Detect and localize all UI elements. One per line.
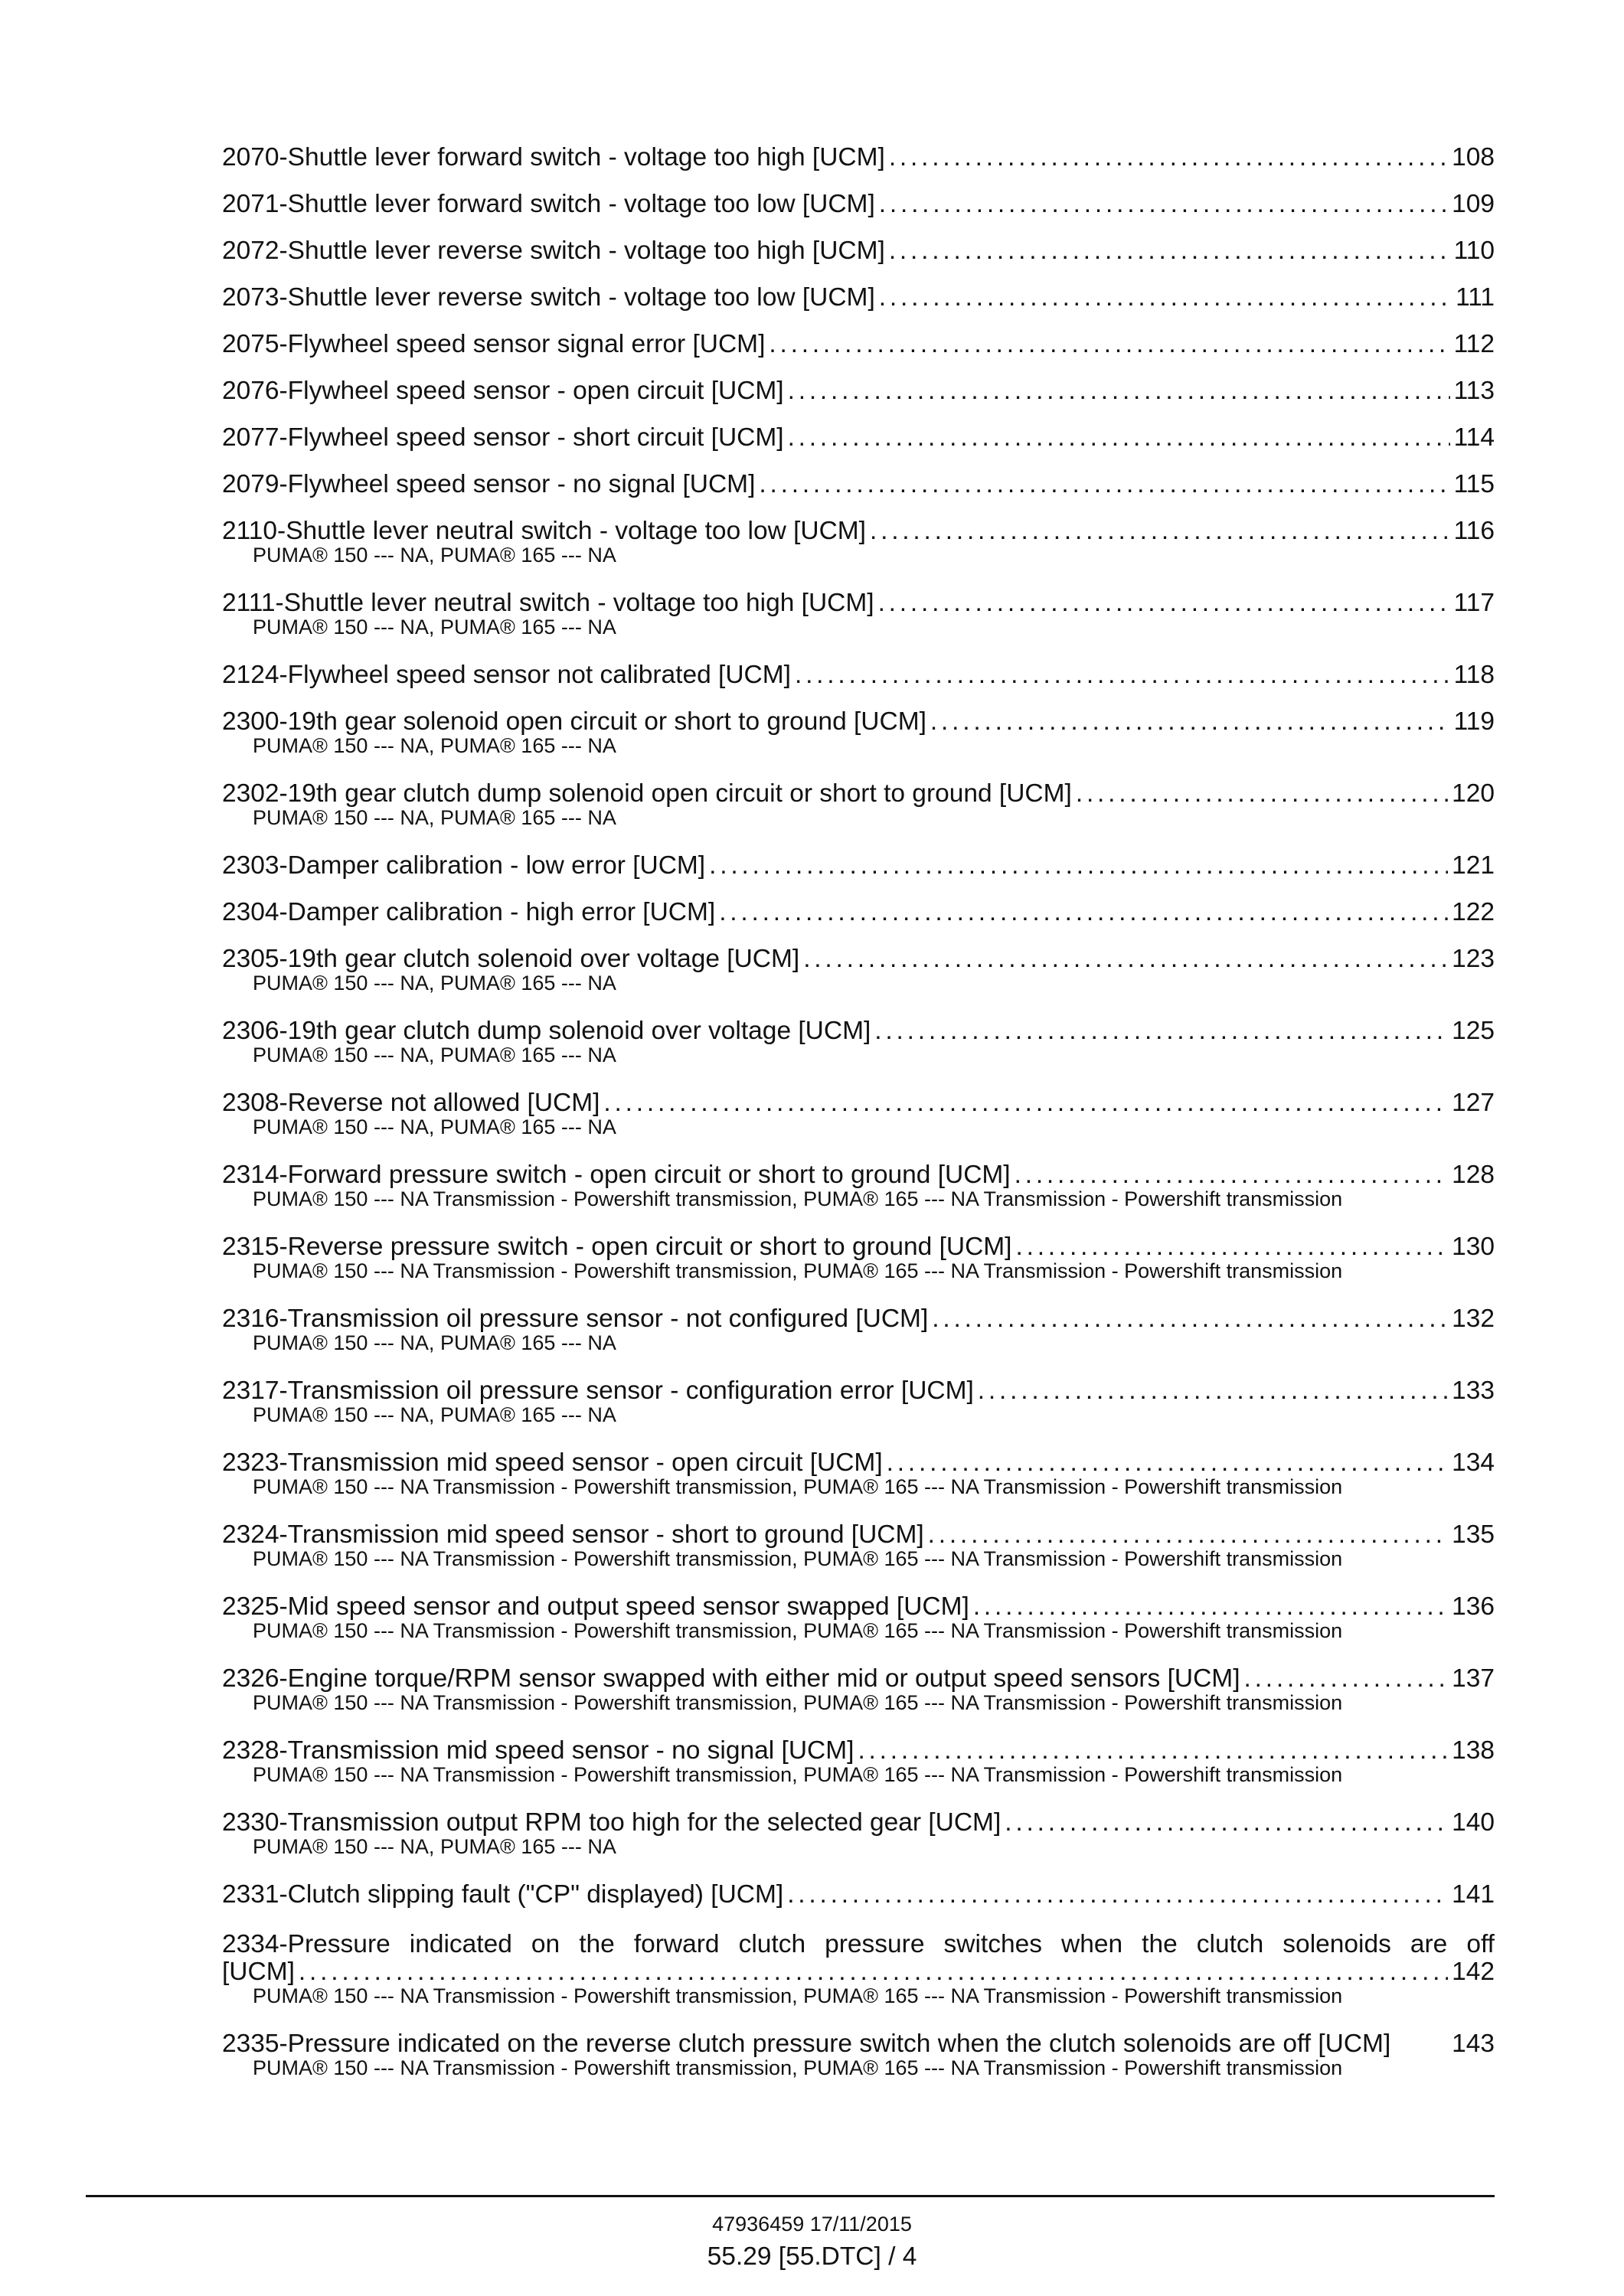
toc-entry[interactable] bbox=[222, 423, 1495, 452]
toc-entry-title: 2111-Shuttle lever neutral switch - voltage too high [UCM] bbox=[222, 589, 874, 617]
toc-entry[interactable] bbox=[222, 1379, 1495, 1428]
toc-dot-leader bbox=[874, 1019, 1448, 1043]
toc-dot-leader bbox=[878, 591, 1450, 615]
toc-entry-applicability: PUMA® 150 --- NA Transmission - Powershift transmission, PUMA® 165 --- NA Transmission - Powershift transmission bbox=[253, 1763, 1343, 1786]
toc-dot-leader bbox=[858, 1739, 1448, 1762]
toc-entry[interactable] bbox=[222, 947, 1495, 996]
toc-entry[interactable] bbox=[222, 1880, 1495, 1909]
toc-entry[interactable] bbox=[222, 192, 1495, 216]
toc-dot-leader bbox=[930, 710, 1450, 733]
toc-entry[interactable] bbox=[222, 332, 1495, 356]
toc-entry[interactable] bbox=[222, 851, 1495, 880]
toc-entry[interactable] bbox=[222, 779, 1495, 831]
toc-entry-line bbox=[222, 779, 1495, 808]
toc-entry-line bbox=[222, 239, 1495, 263]
toc-entry-page-number: 136 bbox=[1452, 1592, 1495, 1621]
toc-entry-line bbox=[222, 1379, 1495, 1403]
toc-entry-title: 2316-Transmission oil pressure sensor - not configured [UCM] bbox=[222, 1305, 929, 1333]
toc-dot-leader bbox=[759, 472, 1449, 496]
toc-entry-page-number: 111 bbox=[1456, 283, 1495, 312]
toc-entry[interactable] bbox=[222, 1448, 1495, 1500]
toc-entry[interactable] bbox=[222, 1307, 1495, 1356]
toc-entry-applicability: PUMA® 150 --- NA, PUMA® 165 --- NA bbox=[253, 616, 616, 639]
toc-entry-page-number: 135 bbox=[1452, 1520, 1495, 1549]
toc-entry-line bbox=[222, 379, 1495, 403]
toc-entry-page-number: 143 bbox=[1452, 2030, 1495, 2058]
footer-document-reference: 47936459 17/11/2015 bbox=[712, 2213, 912, 2236]
toc-entry-title: 2331-Clutch slipping fault ("CP" displayed) [UCM] bbox=[222, 1880, 784, 1909]
toc-entry-title: 2124-Flywheel speed sensor not calibrated [UCM] bbox=[222, 661, 791, 689]
toc-entry-line bbox=[222, 1307, 1495, 1331]
toc-entry-applicability: PUMA® 150 --- NA Transmission - Powershift transmission, PUMA® 165 --- NA Transmission - Powershift transmission bbox=[253, 1187, 1343, 1210]
toc-entry-applicability: PUMA® 150 --- NA, PUMA® 165 --- NA bbox=[253, 1331, 616, 1354]
toc-dot-leader bbox=[889, 145, 1448, 169]
toc-entry-title-lead: 2334-Pressure indicated on the forward clutch pressure switches when the clutch solenoids are off bbox=[222, 1930, 1495, 1958]
toc-entry-page-number: 117 bbox=[1453, 589, 1495, 617]
toc-dot-leader bbox=[787, 1883, 1448, 1906]
toc-entry-title: 2079-Flywheel speed sensor - no signal [UCM] bbox=[222, 470, 756, 498]
toc-entry-line bbox=[222, 472, 1495, 496]
toc-entry-page-number: 130 bbox=[1452, 1233, 1495, 1261]
toc-dot-leader bbox=[788, 426, 1450, 449]
toc-dot-leader bbox=[788, 379, 1450, 403]
toc-entry-title: 2335-Pressure indicated on the reverse clutch pressure switch when the clutch solenoids are off [UCM] bbox=[222, 2030, 1391, 2058]
toc-entry-line bbox=[222, 145, 1495, 169]
toc-dot-leader bbox=[603, 1091, 1448, 1115]
toc-dot-leader bbox=[719, 900, 1448, 924]
toc-entry-title: 2328-Transmission mid speed sensor - no signal [UCM] bbox=[222, 1736, 854, 1765]
toc-entry-page-number: 141 bbox=[1452, 1880, 1495, 1909]
toc-entry[interactable] bbox=[222, 239, 1495, 263]
toc-entry-applicability: PUMA® 150 --- NA, PUMA® 165 --- NA bbox=[253, 972, 616, 994]
toc-entry-page-number: 109 bbox=[1452, 190, 1495, 218]
toc-entry-page-number: 112 bbox=[1453, 330, 1495, 358]
toc-entry-title: 2317-Transmission oil pressure sensor - configuration error [UCM] bbox=[222, 1377, 974, 1405]
toc-entry-title: 2300-19th gear solenoid open circuit or short to ground [UCM] bbox=[222, 707, 926, 736]
toc-entry-page-number: 119 bbox=[1453, 707, 1495, 736]
toc-entry-page-number: 133 bbox=[1452, 1377, 1495, 1405]
toc-entry[interactable] bbox=[222, 519, 1495, 568]
toc-entry[interactable] bbox=[222, 145, 1495, 169]
toc-entry-applicability: PUMA® 150 --- NA, PUMA® 165 --- NA bbox=[253, 1835, 616, 1858]
toc-entry-applicability: PUMA® 150 --- NA Transmission - Powershift transmission, PUMA® 165 --- NA Transmission - Powershift transmission bbox=[253, 1691, 1343, 1714]
toc-entry-line bbox=[222, 663, 1495, 687]
toc-entry-title: 2110-Shuttle lever neutral switch - voltage too low [UCM] bbox=[222, 517, 866, 545]
toc-entry-title: 2324-Transmission mid speed sensor - short to ground [UCM] bbox=[222, 1520, 924, 1549]
toc-entry[interactable] bbox=[222, 472, 1495, 496]
toc-dot-leader bbox=[769, 332, 1449, 356]
toc-dot-leader bbox=[1076, 782, 1448, 805]
toc-entry-title: 2314-Forward pressure switch - open circuit or short to ground [UCM] bbox=[222, 1161, 1011, 1189]
toc-entry-title: 2326-Engine torque/RPM sensor swapped with either mid or output speed sensors [UCM] bbox=[222, 1664, 1240, 1693]
toc-dot-leader bbox=[889, 239, 1450, 263]
toc-entry-line bbox=[222, 707, 1495, 736]
toc-entry-title: 2330-Transmission output RPM too high for the selected gear [UCM] bbox=[222, 1808, 1002, 1837]
toc-entry[interactable] bbox=[222, 2032, 1495, 2081]
toc-entry[interactable] bbox=[222, 1592, 1495, 1644]
toc-entry-line bbox=[222, 1960, 1495, 1984]
toc-entry-title: 2315-Reverse pressure switch - open circuit or short to ground [UCM] bbox=[222, 1233, 1012, 1261]
toc-entry[interactable] bbox=[222, 1235, 1495, 1284]
toc-entry-title: 2075-Flywheel speed sensor signal error [UCM] bbox=[222, 330, 766, 358]
toc-entry-title: 2072-Shuttle lever reverse switch - voltage too high [UCM] bbox=[222, 237, 885, 265]
toc-entry-line bbox=[222, 1163, 1495, 1187]
toc-dot-leader bbox=[803, 947, 1448, 971]
toc-entry-title: 2071-Shuttle lever forward switch - voltage too low [UCM] bbox=[222, 190, 875, 218]
footer-divider bbox=[86, 2195, 1495, 2197]
toc-entry[interactable] bbox=[222, 1808, 1495, 1860]
toc-entry-line bbox=[222, 1736, 1495, 1765]
toc-dot-leader bbox=[1005, 1811, 1448, 1834]
toc-entry[interactable] bbox=[222, 1019, 1495, 1068]
toc-entry-page-number: 116 bbox=[1453, 517, 1495, 545]
toc-entry[interactable] bbox=[222, 900, 1495, 924]
toc-entry-page-number: 125 bbox=[1452, 1017, 1495, 1045]
toc-entry-applicability: PUMA® 150 --- NA, PUMA® 165 --- NA bbox=[253, 806, 616, 829]
toc-entry-title: 2076-Flywheel speed sensor - open circuit [UCM] bbox=[222, 377, 784, 405]
toc-entry-line bbox=[222, 1091, 1495, 1115]
toc-entry-line bbox=[222, 1592, 1495, 1621]
toc-entry-line bbox=[222, 192, 1495, 216]
toc-entry-title: 2308-Reverse not allowed [UCM] bbox=[222, 1089, 600, 1117]
toc-entry-line bbox=[222, 1019, 1495, 1043]
toc-entry-page-number: 134 bbox=[1452, 1448, 1495, 1477]
toc-dot-leader bbox=[299, 1960, 1448, 1984]
toc-entry-line bbox=[222, 591, 1495, 615]
toc-dot-leader bbox=[879, 286, 1452, 309]
toc-entry-applicability: PUMA® 150 --- NA Transmission - Powershift transmission, PUMA® 165 --- NA Transmission - Powershift transmission bbox=[253, 1984, 1343, 2007]
toc-entry-title: 2304-Damper calibration - high error [UCM] bbox=[222, 898, 716, 926]
toc-entry-title: 2077-Flywheel speed sensor - short circuit [UCM] bbox=[222, 423, 784, 452]
toc-entry-applicability: PUMA® 150 --- NA Transmission - Powershift transmission, PUMA® 165 --- NA Transmission - Powershift transmission bbox=[253, 2056, 1343, 2079]
toc-dot-leader bbox=[932, 1307, 1448, 1331]
toc-entry[interactable] bbox=[222, 283, 1495, 312]
toc-entry-applicability: PUMA® 150 --- NA, PUMA® 165 --- NA bbox=[253, 1403, 616, 1426]
toc-entry-line bbox=[222, 1880, 1495, 1909]
toc-entry-title: 2305-19th gear clutch solenoid over voltage [UCM] bbox=[222, 945, 800, 973]
toc-entry-line bbox=[222, 1520, 1495, 1549]
toc-entry-title: 2325-Mid speed sensor and output speed sensor swapped [UCM] bbox=[222, 1592, 969, 1621]
toc-entry-page-number: 142 bbox=[1452, 1958, 1495, 1986]
toc-dot-leader bbox=[795, 663, 1450, 687]
toc-entry-page-number: 122 bbox=[1452, 898, 1495, 926]
toc-entry-applicability: PUMA® 150 --- NA, PUMA® 165 --- NA bbox=[253, 1115, 616, 1138]
toc-entry-page-number: 123 bbox=[1452, 945, 1495, 973]
toc-entry-page-number: 115 bbox=[1453, 470, 1495, 498]
toc-entry-page-number: 114 bbox=[1453, 423, 1495, 452]
toc-entry-page-number: 110 bbox=[1453, 237, 1495, 265]
toc-entry-page-number: 118 bbox=[1453, 661, 1495, 689]
toc-entry-page-number: 120 bbox=[1452, 779, 1495, 808]
toc-entry-applicability: PUMA® 150 --- NA Transmission - Powershift transmission, PUMA® 165 --- NA Transmission - Powershift transmission bbox=[253, 1619, 1343, 1642]
toc-dot-leader bbox=[887, 1451, 1448, 1475]
toc-entry-page-number: 108 bbox=[1452, 143, 1495, 171]
table-of-contents bbox=[222, 145, 1495, 2104]
toc-entry-page-number: 137 bbox=[1452, 1664, 1495, 1693]
toc-entry-title: [UCM] bbox=[222, 1958, 295, 1986]
toc-entry-applicability: PUMA® 150 --- NA, PUMA® 165 --- NA bbox=[253, 734, 616, 757]
toc-dot-leader bbox=[928, 1523, 1448, 1546]
toc-entry-line bbox=[222, 2032, 1495, 2056]
footer-page-reference: 55.29 [55.DTC] / 4 bbox=[707, 2242, 917, 2271]
toc-entry-page-number: 138 bbox=[1452, 1736, 1495, 1765]
toc-dot-leader bbox=[1015, 1235, 1448, 1259]
toc-entry-page-number: 121 bbox=[1452, 851, 1495, 880]
toc-dot-leader bbox=[1015, 1163, 1448, 1187]
toc-entry[interactable] bbox=[222, 1520, 1495, 1572]
toc-entry-line bbox=[222, 423, 1495, 452]
toc-entry[interactable] bbox=[222, 663, 1495, 687]
toc-entry-title: 2323-Transmission mid speed sensor - open circuit [UCM] bbox=[222, 1448, 883, 1477]
toc-dot-leader bbox=[709, 854, 1448, 877]
toc-entry[interactable] bbox=[222, 707, 1495, 759]
toc-entry[interactable] bbox=[222, 1091, 1495, 1140]
toc-entry-line bbox=[222, 332, 1495, 356]
toc-entry-line bbox=[222, 283, 1495, 312]
toc-dot-leader bbox=[870, 519, 1450, 543]
toc-entry[interactable] bbox=[222, 1736, 1495, 1788]
toc-entry-title: 2302-19th gear clutch dump solenoid open circuit or short to ground [UCM] bbox=[222, 779, 1072, 808]
toc-dot-leader bbox=[879, 192, 1448, 216]
toc-entry-line bbox=[222, 1448, 1495, 1477]
toc-entry[interactable] bbox=[222, 1929, 1495, 2009]
toc-entry[interactable] bbox=[222, 1664, 1495, 1716]
toc-entry-title: 2073-Shuttle lever reverse switch - voltage too low [UCM] bbox=[222, 283, 875, 312]
toc-dot-leader bbox=[973, 1595, 1448, 1618]
toc-entry-page-number: 128 bbox=[1452, 1161, 1495, 1189]
toc-entry-applicability: PUMA® 150 --- NA, PUMA® 165 --- NA bbox=[253, 1043, 616, 1066]
toc-entry-page-number: 140 bbox=[1452, 1808, 1495, 1837]
toc-entry[interactable] bbox=[222, 379, 1495, 403]
toc-entry-applicability: PUMA® 150 --- NA Transmission - Powershift transmission, PUMA® 165 --- NA Transmission - Powershift transmission bbox=[253, 1547, 1343, 1570]
toc-entry-title: 2306-19th gear clutch dump solenoid over voltage [UCM] bbox=[222, 1017, 871, 1045]
toc-entry-line bbox=[222, 947, 1495, 971]
toc-entry-line bbox=[222, 1235, 1495, 1259]
toc-entry-page-number: 127 bbox=[1452, 1089, 1495, 1117]
toc-entry-line bbox=[222, 1664, 1495, 1693]
toc-entry-line bbox=[222, 851, 1495, 880]
toc-entry-applicability: PUMA® 150 --- NA Transmission - Powershift transmission, PUMA® 165 --- NA Transmission - Powershift transmission bbox=[253, 1259, 1343, 1282]
toc-dot-leader bbox=[1244, 1667, 1449, 1690]
toc-entry[interactable] bbox=[222, 1163, 1495, 1212]
toc-entry-applicability: PUMA® 150 --- NA Transmission - Powershift transmission, PUMA® 165 --- NA Transmission - Powershift transmission bbox=[253, 1475, 1343, 1498]
toc-entry[interactable] bbox=[222, 591, 1495, 640]
toc-entry-line bbox=[222, 900, 1495, 924]
toc-entry-page-number: 132 bbox=[1452, 1305, 1495, 1333]
toc-entry-line bbox=[222, 519, 1495, 543]
toc-entry-applicability: PUMA® 150 --- NA, PUMA® 165 --- NA bbox=[253, 544, 616, 567]
toc-entry-title: 2303-Damper calibration - low error [UCM] bbox=[222, 851, 706, 880]
toc-dot-leader bbox=[978, 1379, 1448, 1403]
toc-entry-page-number: 113 bbox=[1453, 377, 1495, 405]
toc-entry-line bbox=[222, 1808, 1495, 1837]
toc-entry-title: 2070-Shuttle lever forward switch - voltage too high [UCM] bbox=[222, 143, 885, 171]
